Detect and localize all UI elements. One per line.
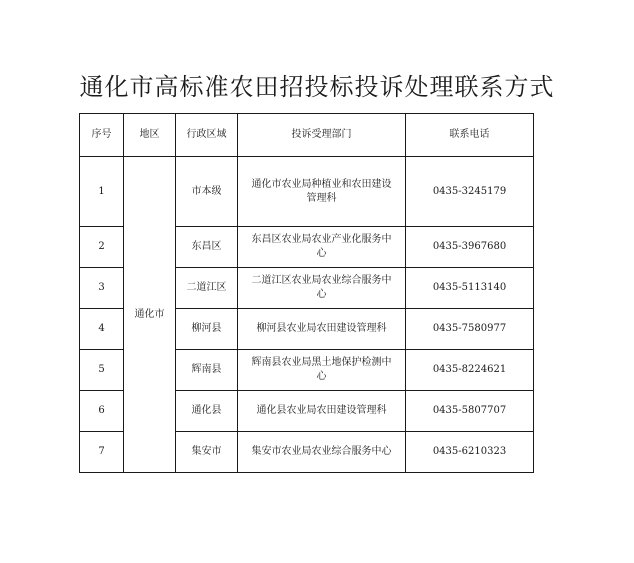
header-complaint-department: 投诉受理部门 [238, 114, 406, 157]
district-cell: 东昌区 [176, 227, 238, 268]
header-serial-number: 序号 [80, 114, 124, 157]
department-cell: 集安市农业局农业综合服务中心 [238, 432, 406, 473]
header-admin-district: 行政区域 [176, 114, 238, 157]
document-title: 通化市高标准农田招投标投诉处理联系方式 [79, 73, 555, 101]
phone-cell: 0435-6210323 [406, 432, 534, 473]
row-number: 3 [80, 268, 124, 309]
district-cell: 集安市 [176, 432, 238, 473]
complaint-contact-table [79, 113, 534, 473]
row-number: 2 [80, 227, 124, 268]
phone-cell: 0435-5807707 [406, 391, 534, 432]
department-cell: 通化县农业局农田建设管理科 [238, 391, 406, 432]
district-cell: 辉南县 [176, 350, 238, 391]
region-cell: 通化市 [124, 157, 176, 473]
department-cell: 二道江区农业局农业综合服务中心 [238, 268, 406, 309]
row-number: 7 [80, 432, 124, 473]
row-number: 5 [80, 350, 124, 391]
district-cell: 柳河县 [176, 309, 238, 350]
district-cell: 通化县 [176, 391, 238, 432]
department-cell: 柳河县农业局农田建设管理科 [238, 309, 406, 350]
phone-cell: 0435-5113140 [406, 268, 534, 309]
phone-cell: 0435-3245179 [406, 157, 534, 227]
row-number: 1 [80, 157, 124, 227]
district-cell: 市本级 [176, 157, 238, 227]
header-contact-phone: 联系电话 [406, 114, 534, 157]
header-region: 地区 [124, 114, 176, 157]
row-number: 6 [80, 391, 124, 432]
district-cell: 二道江区 [176, 268, 238, 309]
phone-cell: 0435-8224621 [406, 350, 534, 391]
phone-cell: 0435-3967680 [406, 227, 534, 268]
department-cell: 东昌区农业局农业产业化服务中心 [238, 227, 406, 268]
department-cell: 辉南县农业局黑土地保护检测中心 [238, 350, 406, 391]
phone-cell: 0435-7580977 [406, 309, 534, 350]
row-number: 4 [80, 309, 124, 350]
table-row [80, 157, 534, 227]
department-cell: 通化市农业局种植业和农田建设管理科 [238, 157, 406, 227]
table-header-row [80, 114, 534, 157]
